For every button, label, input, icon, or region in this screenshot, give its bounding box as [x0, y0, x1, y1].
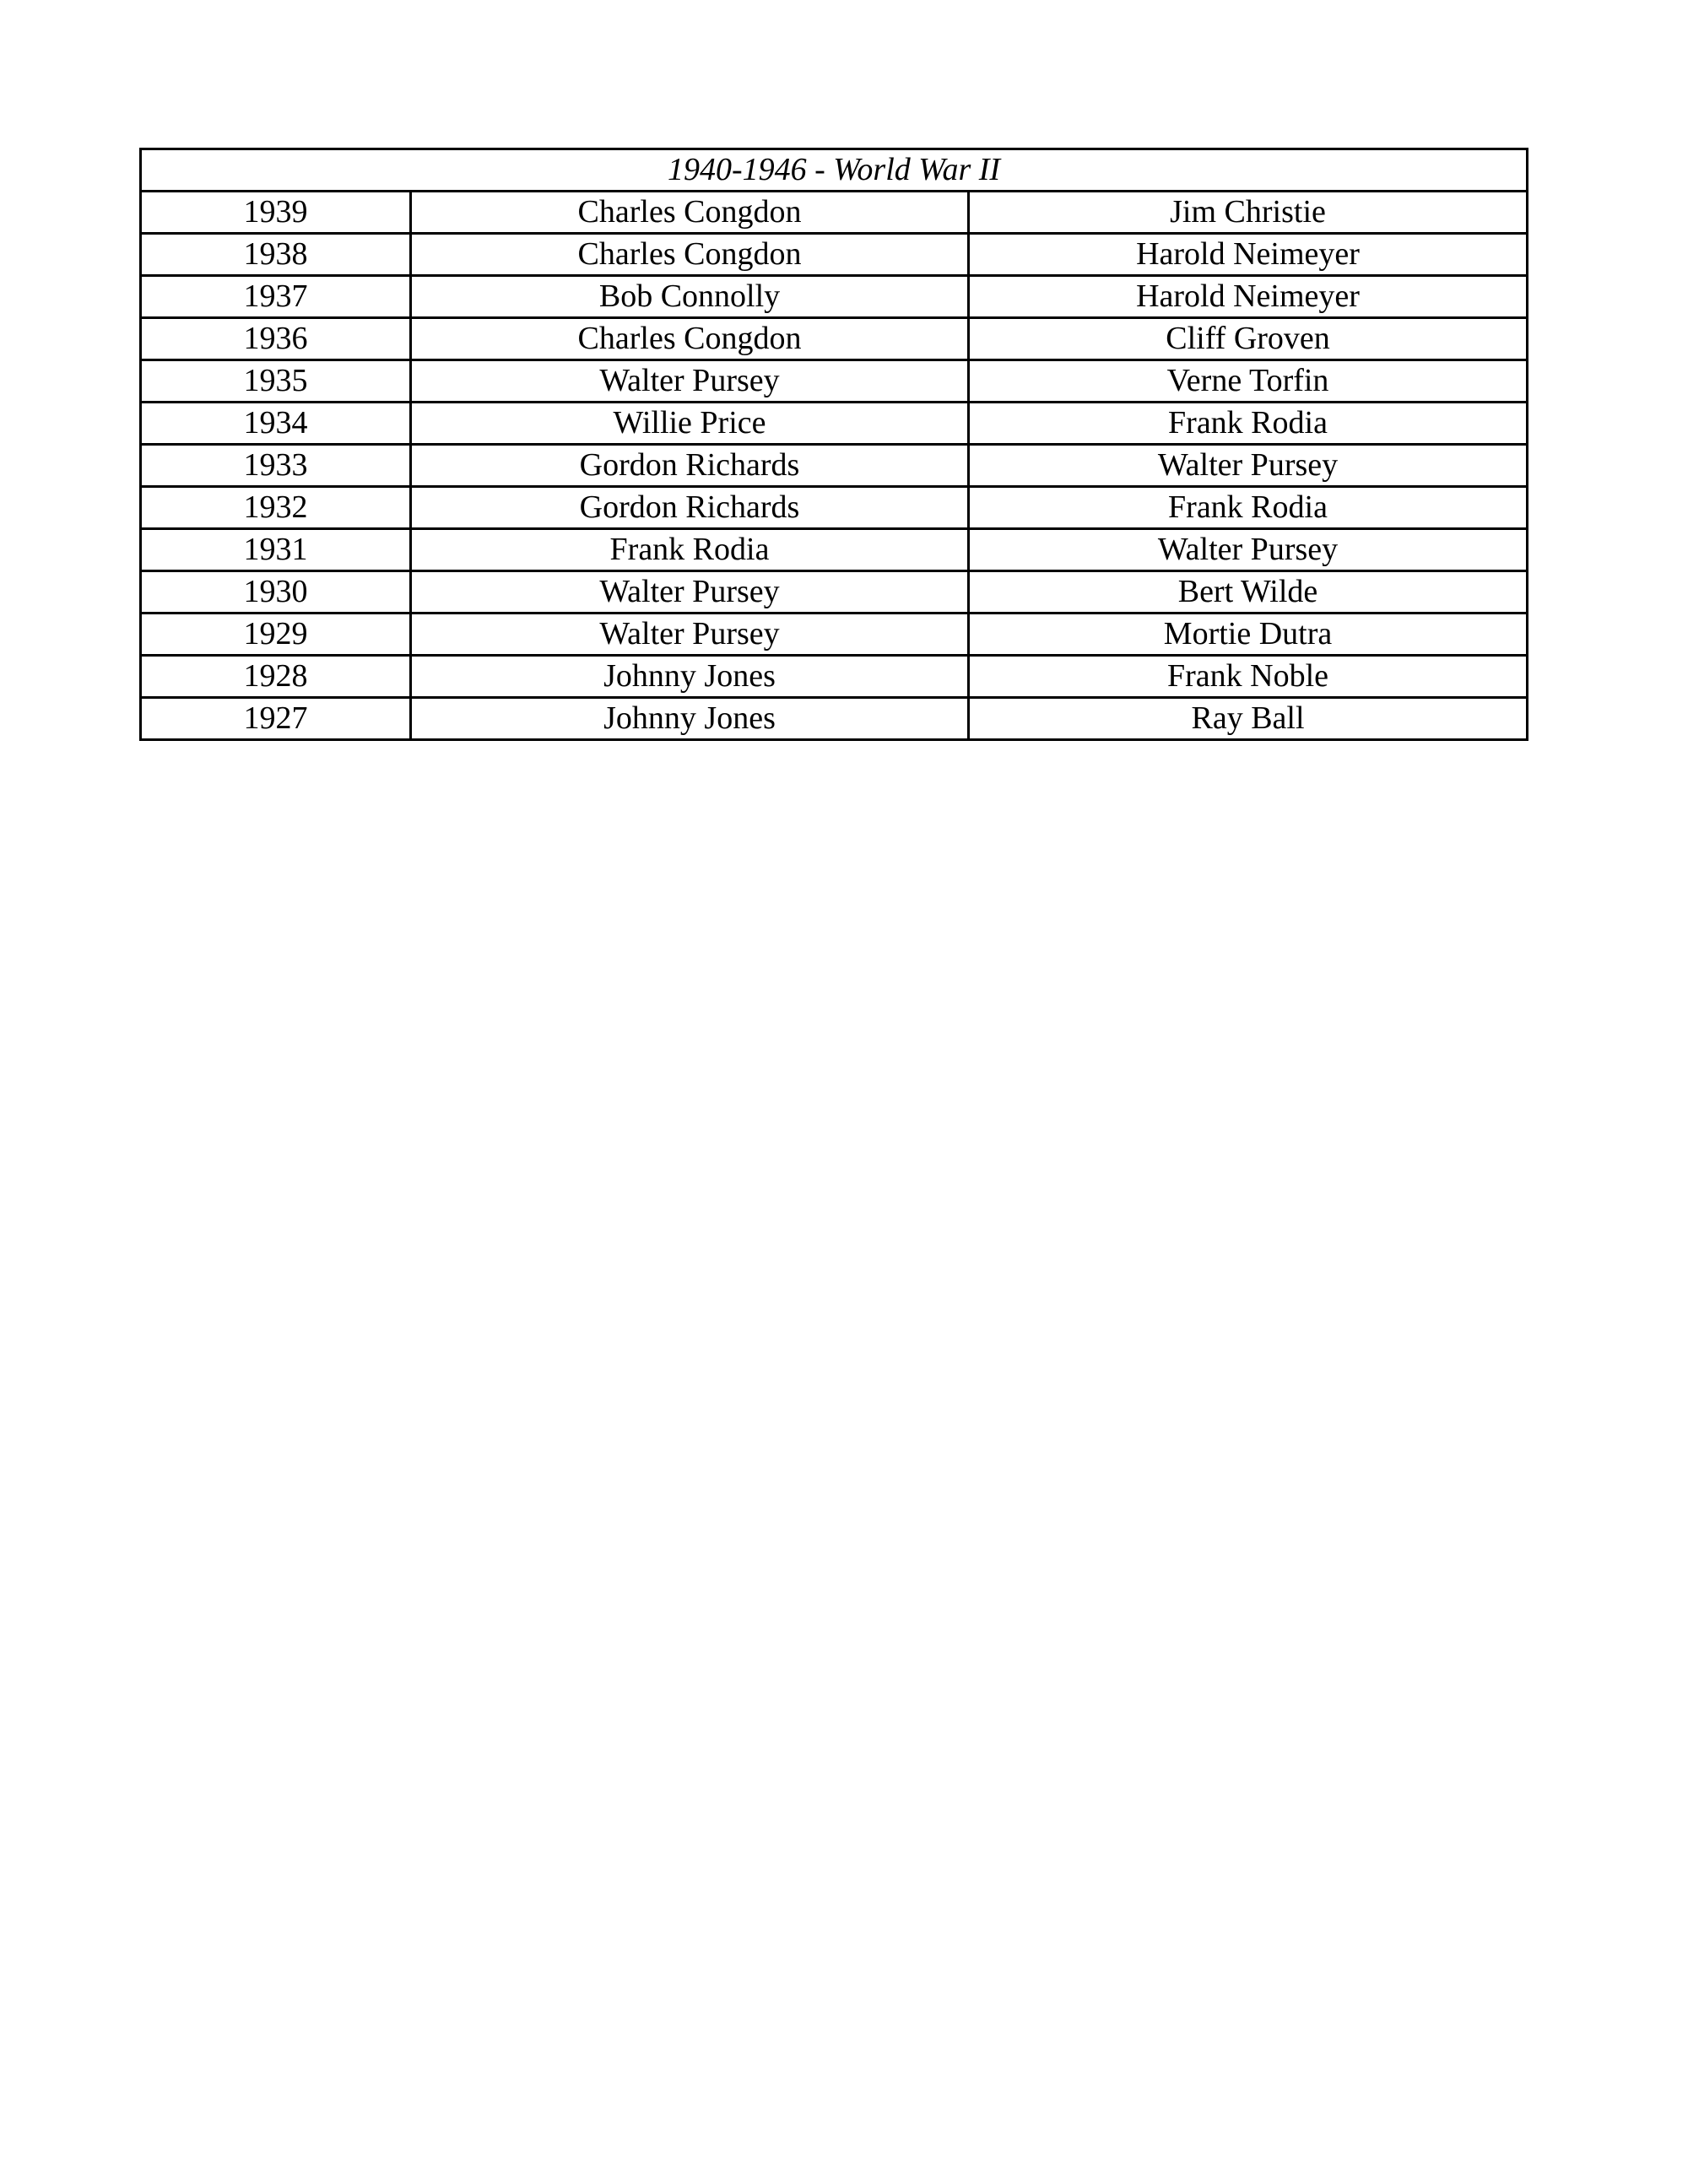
table-row — [141, 192, 1528, 234]
year-cell: 1936 — [141, 318, 411, 360]
table-row — [141, 360, 1528, 403]
year-cell: 1929 — [141, 614, 411, 656]
table-row — [141, 403, 1528, 445]
second-name-cell: Frank Rodia — [969, 487, 1528, 529]
first-name-cell: Willie Price — [411, 403, 969, 445]
table-row — [141, 487, 1528, 529]
year-cell: 1939 — [141, 192, 411, 234]
first-name-cell: Bob Connolly — [411, 276, 969, 318]
second-name-cell: Verne Torfin — [969, 360, 1528, 403]
year-cell: 1938 — [141, 234, 411, 276]
table-row — [141, 656, 1528, 698]
table-row — [141, 571, 1528, 614]
year-cell: 1930 — [141, 571, 411, 614]
second-name-cell: Cliff Groven — [969, 318, 1528, 360]
first-name-cell: Charles Congdon — [411, 318, 969, 360]
table-row — [141, 529, 1528, 571]
second-name-cell: Mortie Dutra — [969, 614, 1528, 656]
year-cell: 1927 — [141, 698, 411, 740]
table-row — [141, 445, 1528, 487]
first-name-cell: Gordon Richards — [411, 445, 969, 487]
first-name-cell: Gordon Richards — [411, 487, 969, 529]
second-name-cell: Walter Pursey — [969, 529, 1528, 571]
second-name-cell: Frank Noble — [969, 656, 1528, 698]
first-name-cell: Charles Congdon — [411, 192, 969, 234]
second-name-cell: Harold Neimeyer — [969, 276, 1528, 318]
first-name-cell: Frank Rodia — [411, 529, 969, 571]
second-name-cell: Walter Pursey — [969, 445, 1528, 487]
table-header-row — [141, 149, 1528, 192]
second-name-cell: Bert Wilde — [969, 571, 1528, 614]
table-row — [141, 318, 1528, 360]
first-name-cell: Johnny Jones — [411, 656, 969, 698]
first-name-cell: Johnny Jones — [411, 698, 969, 740]
year-cell: 1928 — [141, 656, 411, 698]
table-row — [141, 276, 1528, 318]
first-name-cell: Walter Pursey — [411, 360, 969, 403]
second-name-cell: Ray Ball — [969, 698, 1528, 740]
first-name-cell: Walter Pursey — [411, 614, 969, 656]
second-name-cell: Frank Rodia — [969, 403, 1528, 445]
year-cell: 1932 — [141, 487, 411, 529]
year-cell: 1934 — [141, 403, 411, 445]
records-table — [139, 148, 1528, 741]
first-name-cell: Charles Congdon — [411, 234, 969, 276]
year-cell: 1935 — [141, 360, 411, 403]
second-name-cell: Jim Christie — [969, 192, 1528, 234]
year-cell: 1933 — [141, 445, 411, 487]
year-cell: 1937 — [141, 276, 411, 318]
table-row — [141, 614, 1528, 656]
second-name-cell: Harold Neimeyer — [969, 234, 1528, 276]
table-header-title: 1940-1946 - World War II — [141, 149, 1528, 192]
year-cell: 1931 — [141, 529, 411, 571]
table-row — [141, 234, 1528, 276]
first-name-cell: Walter Pursey — [411, 571, 969, 614]
table-row — [141, 698, 1528, 740]
records-table-body — [141, 149, 1528, 740]
